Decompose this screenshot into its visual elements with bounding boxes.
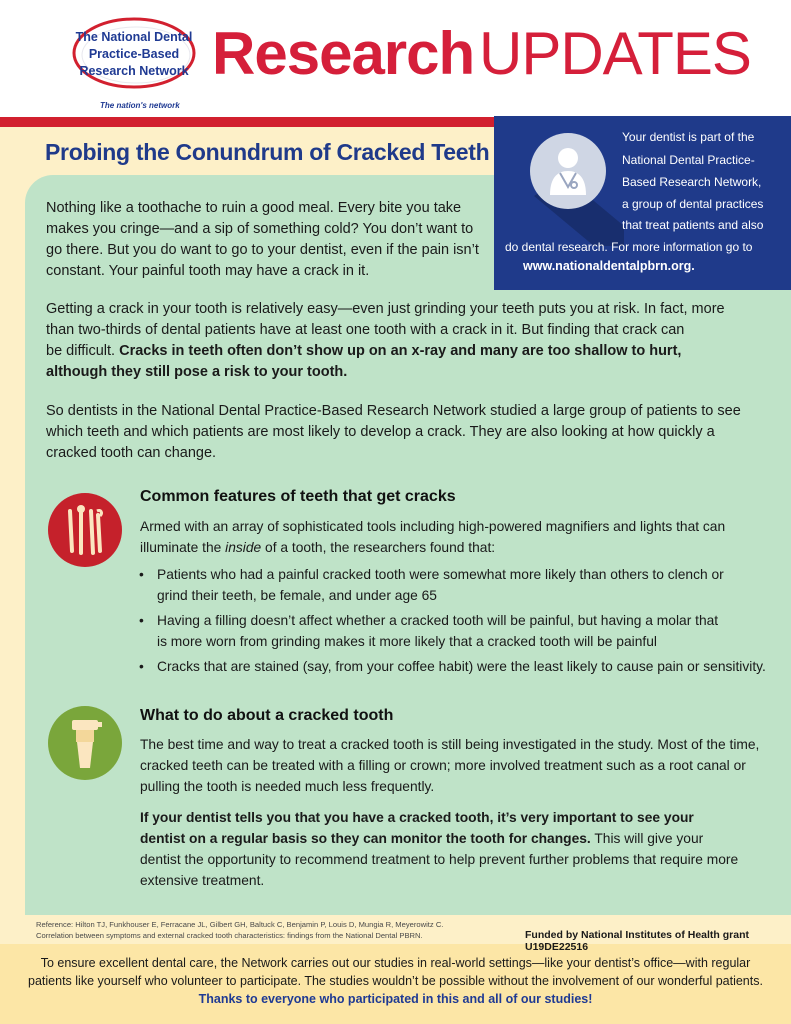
section2-para1-line-1: The best time and way to treat a cracked tooth is still being investigated in the study. Most of the time, (140, 737, 760, 752)
section2-para2-line-1: If your dentist tells you that you have a cracked tooth, it’s very important to see your (140, 810, 694, 825)
section1-intro-em: inside (225, 540, 262, 555)
bullet-2 (141, 610, 766, 652)
bullet-1-line-1: Patients who had a painful cracked tooth were somewhat more likely than others to clench or (157, 567, 724, 582)
intro-line-1: Nothing like a toothache to ruin a good meal. Every bite you take (46, 200, 462, 216)
para2-line-2: than two-thirds of dental patients have at least one tooth with a crack in it. But finding that crack can (46, 322, 685, 338)
bullet-1-line-2: grind their teeth, be female, and under age 65 (157, 588, 437, 603)
section2-para2-line-2-bold: dentist on a regular basis so they can monitor the tooth for changes. (140, 831, 591, 846)
network-website-link[interactable]: www.nationaldentalpbrn.org. (523, 259, 695, 273)
footer-line-2: patients like yourself who volunteer to participate. The studies wouldn’t be possible without the involvement of our wonderful patients. (28, 974, 763, 988)
info-line-5: that treat patients and also (622, 218, 764, 232)
footer-line-1: To ensure excellent dental care, the Network carries out our studies in real-world settings—like your dentist’s office—with regular (40, 956, 751, 970)
title-updates: UPDATES (479, 20, 751, 87)
section2-para2-line-2-plain: This will give your (590, 831, 704, 846)
section2-para1-line-2: cracked teeth can be treated with a filling or crown; more involved treatment such as a root canal or (140, 758, 746, 773)
bullet-dot-icon: • (139, 613, 144, 628)
section2-heading: What to do about a cracked tooth (140, 707, 394, 724)
para3-line-2: which teeth and which patients are most likely to develop a crack. They are also looking at how quickly a (46, 424, 715, 440)
bullet-3-line-1: Cracks that are stained (say, from your coffee habit) were the least likely to cause pain or sensitivity. (157, 659, 766, 674)
bullet-2-line-1: Having a filling doesn’t affect whether a cracked tooth will be painful, but having a molar that (157, 613, 719, 628)
bullet-1 (141, 564, 766, 606)
section2-para1-line-3: pulling the tooth is needed much less frequently. (140, 779, 435, 794)
section2-para2-line-3: dentist the opportunity to recommend treatment to help prevent further problems that require more (140, 852, 739, 867)
section1-intro-post: of a tooth, the researchers found that: (261, 540, 496, 555)
logo-line-2: Practice-Based (88, 47, 180, 61)
bullet-dot-icon: • (139, 567, 144, 582)
para3-line-3: cracked tooth can change. (46, 445, 217, 461)
logo-line-1: The National Dental (75, 30, 193, 44)
para2-line-3 (46, 341, 681, 362)
para2-line-4: although they still pose a risk to your tooth. (46, 364, 348, 380)
para2-line-3-bold: Cracks in teeth often don’t show up on an x-ray and many are too shallow to hurt, (119, 343, 682, 359)
intro-line-4: constant. Your painful tooth may have a crack in it. (46, 263, 370, 279)
title-research: Research (212, 20, 475, 87)
article-headline: Probing the Conundrum of Cracked Teeth (45, 139, 490, 165)
info-line-2: National Dental Practice- (622, 153, 755, 167)
bullet-dot-icon: • (139, 659, 144, 674)
logo-tagline: The nation's network (100, 101, 180, 110)
info-line-6: do dental research. For more information go to (505, 240, 753, 254)
info-line-3: Based Research Network, (622, 175, 762, 189)
funding-note: Funded by National Institutes of Health grant U19DE22516 (525, 929, 750, 953)
para3-line-1: So dentists in the National Dental Practice-Based Research Network studied a large group of patients to see (46, 403, 741, 419)
bullet-2-line-2: is more worn from grinding makes it more likely that a cracked tooth will be painful (157, 634, 657, 649)
section1-intro-line-2 (140, 537, 495, 558)
section1-heading: Common features of teeth that get cracks (140, 488, 456, 505)
section1-intro-pre: illuminate the (140, 540, 226, 555)
para2-line-3-plain: be difficult. (46, 343, 120, 359)
reference-line-1: Reference: Hilton TJ, Funkhouser E, Ferracane JL, Gilbert GH, Baltuck C, Benjamin P, Louis D, Mungia R, Meyerowitz C. (36, 920, 444, 929)
section2-para2-line-2 (140, 828, 703, 849)
dentist-avatar-icon (530, 133, 606, 209)
bullet-3 (141, 656, 766, 677)
dental-drill-icon (48, 706, 122, 780)
info-line-4: a group of dental practices (622, 197, 764, 211)
intro-line-2: makes you cringe—and a sip of something cold? You don’t want to (46, 221, 474, 237)
intro-line-3: go there. But you do want to go to your dentist, even if the pain isn’t (46, 242, 479, 258)
section1-intro-line-1: Armed with an array of sophisticated tools including high-powered magnifiers and lights that can (140, 519, 726, 534)
para2-line-1: Getting a crack in your tooth is relatively easy—even just grinding your teeth puts you at risk. In fact, more (46, 301, 725, 317)
info-line-1: Your dentist is part of the (622, 130, 755, 144)
dental-tools-icon (48, 493, 122, 567)
reference-line-2: Correlation between symptoms and external cracked tooth characteristics: findings from the National Dental PBRN. (36, 931, 423, 940)
footer-thanks: Thanks to everyone who participated in this and all of our studies! (198, 992, 593, 1006)
logo-line-3: Research Network (79, 64, 189, 78)
section2-para2-line-4: extensive treatment. (140, 873, 265, 888)
